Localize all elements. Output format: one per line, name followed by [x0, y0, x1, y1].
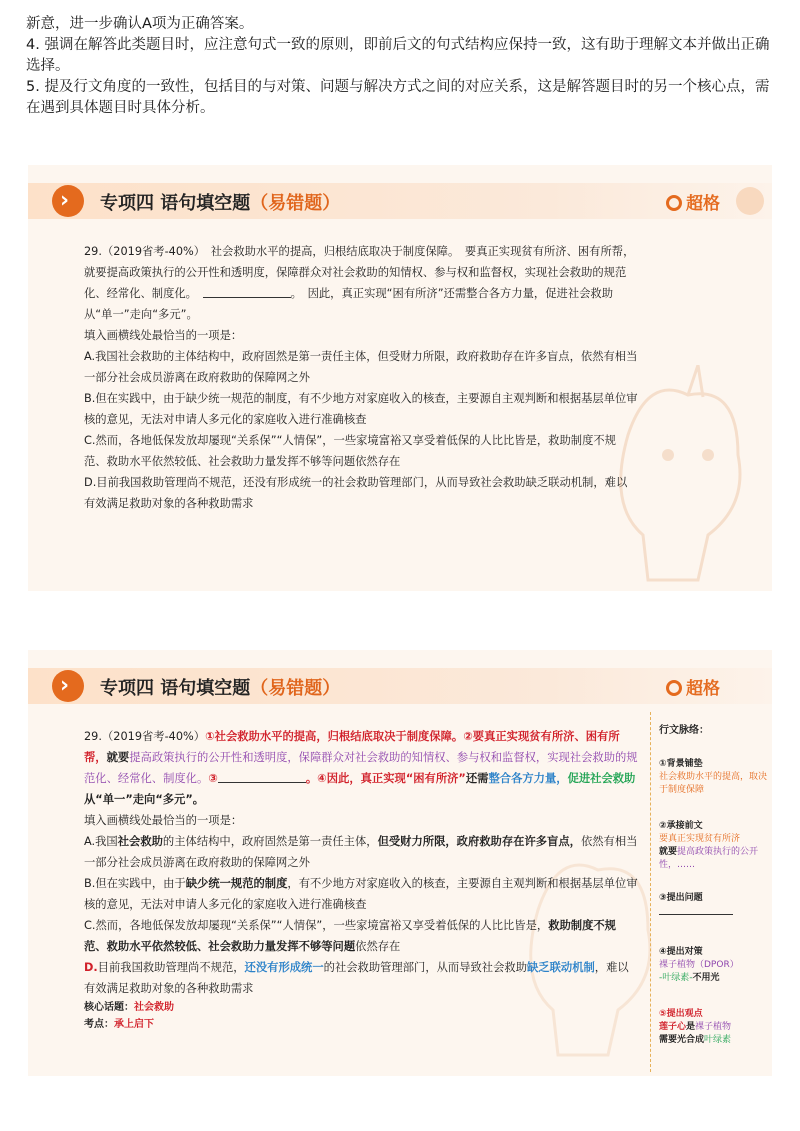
core-topic: 核心话题：社会救助 [84, 1002, 174, 1013]
question-stem: 29.（2019省考-40%） 社会救助水平的提高，归根结底取决于制度保障。 要真正实现贫有所济、困有所帮，就要提高政策执行的公开性和透明度，保障群众对社会救助的知情权、参与权和监督权，实现社会救助的规范化、经常化、制度化。 。 因此，真正实现“困有所济”还需整合各方力量，促进社会救助从“单一”走向“多元”。 [84, 245, 635, 321]
option-b[interactable]: B.但在实践中，由于缺少统一规范的制度，有不少地方对家庭收入的核查，主要源自主观判断和根据基层单位审核的意见，无法对申请人多元化的家庭收入进行准确核查 [84, 392, 638, 426]
logo-g-icon [666, 195, 682, 211]
sidebar-item-problem: ③提出问题 [659, 892, 769, 915]
intro-paragraph-3: 5. 提及行文角度的一致性，包括目的与对策、问题与解决方式之间的对应关系，这是解答题目时的另一个核心点，需在遇到具体题目时具体分析。 [26, 79, 770, 116]
sidebar-item-background: ①背景铺垫 社会救助水平的提高，取决于制度保障 [659, 759, 768, 795]
slide-annotated [28, 650, 772, 1076]
brand-logo: 超格 [666, 189, 720, 214]
option-c[interactable]: C.然而，各地低保发放却屡现“关系保”“人情保”，一些家境富裕又享受着低保的人比比皆是，救助制度不规范、救助水平依然较低、社会救助力量发挥不够等问题依然存在 [84, 919, 616, 953]
annotated-stem: 29.（2019省考-40%）①社会救助水平的提高，归根结底取决于制度保障。②要真正实现贫有所济、困有所帮，就要提高政策执行的公开性和透明度，保障群众对社会救助的知情权、参与权和监督权，实现社会救助的规范化、经常化、制度化。③ 。④因此，真正实现“困有所济”还需整合各方力量，促进社会救助从“单一”走向“多元”。 [84, 730, 638, 806]
exam-point: 考点：承上启下 [84, 1019, 154, 1030]
slide-title: 专项四 语句填空题（易错题） [100, 193, 341, 214]
option-b[interactable]: B.但在实践中，由于缺少统一规范的制度，有不少地方对家庭收入的核查，主要源自主观判断和根据基层单位审核的意见，无法对申请人多元化的家庭收入进行准确核查 [84, 877, 638, 911]
option-d[interactable]: D.目前我国救助管理尚不规范，还没有形成统一的社会救助管理部门，从而导致社会救助缺乏联动机制，难以有效满足救助对象的各种救助需求 [84, 476, 628, 510]
intro-text [26, 14, 776, 119]
answer-blank [203, 285, 291, 298]
annotated-body [84, 726, 638, 1033]
sidebar-item-solution: ④提出对策 裸子植物（DPOR） -叶绿素-不用光 [659, 947, 739, 983]
chevron-right-icon: › [52, 670, 84, 702]
sidebar-title: 行文脉络： [659, 725, 709, 736]
slide-question [28, 165, 772, 591]
option-a[interactable]: A.我国社会救助的主体结构中，政府固然是第一责任主体，但受财力所限，政府救助存在许多盲点，依然有相当一部分社会成员游离在政府救助的保障网之外 [84, 835, 638, 869]
option-a[interactable]: A.我国社会救助的主体结构中，政府固然是第一责任主体，但受财力所限，政府救助存在许多盲点，依然有相当一部分社会成员游离在政府救助的保障网之外 [84, 350, 638, 384]
question-prompt: 填入画横线处最恰当的一项是： [84, 814, 243, 827]
brand-logo: 超格 [666, 674, 720, 699]
answer-blank [218, 770, 306, 783]
sidebar-item-viewpoint: ⑤提出观点 莲子心是裸子植物 需要光合成叶绿素 [659, 1009, 732, 1045]
slide-title: 专项四 语句填空题（易错题） [100, 678, 341, 699]
chevron-right-icon: › [52, 185, 84, 217]
sidebar-item-connect: ②承接前文 要真正实现贫有所济 就要提高政策执行的公开性，…… [659, 821, 759, 870]
option-d[interactable]: D.目前我国救助管理尚不规范，还没有形成统一的社会救助管理部门，从而导致社会救助缺乏联动机制，难以有效满足救助对象的各种救助需求 [84, 961, 629, 995]
structure-sidebar [650, 712, 769, 1072]
option-c[interactable]: C.然而，各地低保发放却屡现“关系保”“人情保”，一些家境富裕又享受着低保的人比比皆是，救助制度不规范、救助水平依然较低、社会救助力量发挥不够等问题依然存在 [84, 434, 616, 468]
intro-paragraph-2: 4. 强调在解答此类题目时，应注意句式一致的原则，即前后文的句式结构应保持一致，这有助于理解文本并做出正确选择。 [26, 37, 770, 74]
intro-paragraph-1: 新意，进一步确认A项为正确答案。 [26, 16, 254, 32]
logo-g-icon [666, 680, 682, 696]
question-body [84, 241, 638, 514]
decorative-circle [736, 187, 764, 215]
question-prompt: 填入画横线处最恰当的一项是： [84, 329, 243, 342]
